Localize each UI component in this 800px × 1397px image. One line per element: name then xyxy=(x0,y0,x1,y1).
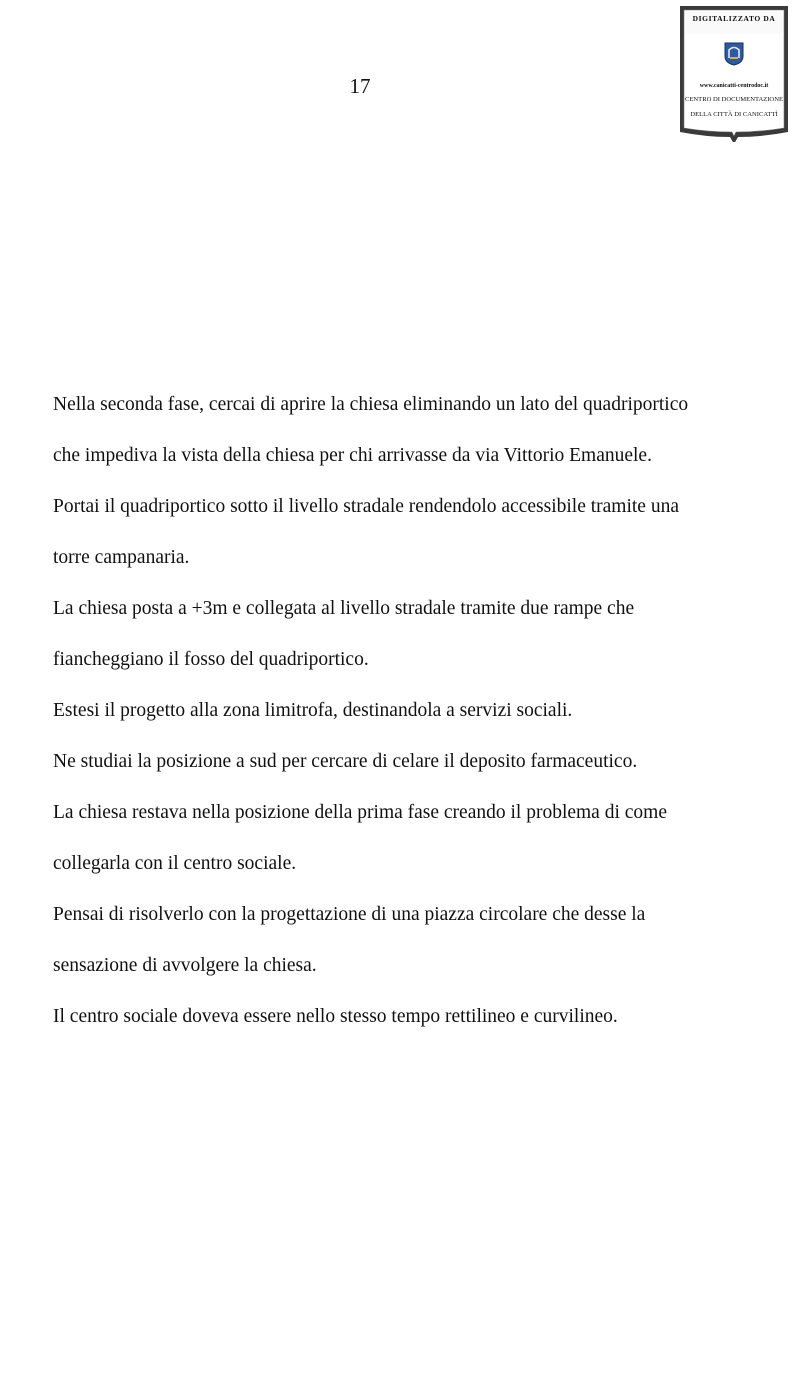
stamp-organization-line1: CENTRO DI DOCUMENTAZIONE xyxy=(684,96,783,103)
text-line: che impediva la vista della chiesa per chi arrivasse da via Vittorio Emanuele. xyxy=(53,445,652,466)
text-line: torre campanaria. xyxy=(53,547,190,568)
body-text xyxy=(53,386,773,1049)
digitization-stamp xyxy=(678,4,790,142)
text-line: Portai il quadriportico sotto il livello stradale rendendolo accessibile tramite una xyxy=(53,496,679,517)
stamp-frame xyxy=(678,4,790,142)
text-line: Nella seconda fase, cercai di aprire la chiesa eliminando un lato del quadriportico xyxy=(53,394,689,415)
coat-of-arms-icon xyxy=(724,42,744,66)
text-line: Estesi il progetto alla zona limitrofa, destinandola a servizi sociali. xyxy=(53,700,573,721)
text-line: La chiesa restava nella posizione della prima fase creando il problema di come xyxy=(53,802,667,823)
stamp-url: www.canicatti-centrodoc.it xyxy=(699,83,769,89)
text-line: Pensai di risolverlo con la progettazione di una piazza circolare che desse la xyxy=(53,904,646,925)
text-line: sensazione di avvolgere la chiesa. xyxy=(53,955,317,976)
text-line: fiancheggiano il fosso del quadriportico. xyxy=(53,649,369,670)
page-number: 17 xyxy=(349,74,371,98)
text-line: collegarla con il centro sociale. xyxy=(53,853,297,874)
text-line: Ne studiai la posizione a sud per cercare di celare il deposito farmaceutico. xyxy=(53,751,638,772)
stamp-organization-line2: DELLA CITTÀ DI CANICATTÌ xyxy=(690,111,778,118)
stamp-header: DIGITALIZZATO DA xyxy=(692,14,776,23)
text-line: La chiesa posta a +3m e collegata al livello stradale tramite due rampe che xyxy=(53,598,635,619)
text-line: Il centro sociale doveva essere nello stesso tempo rettilineo e curvilineo. xyxy=(53,1006,618,1027)
